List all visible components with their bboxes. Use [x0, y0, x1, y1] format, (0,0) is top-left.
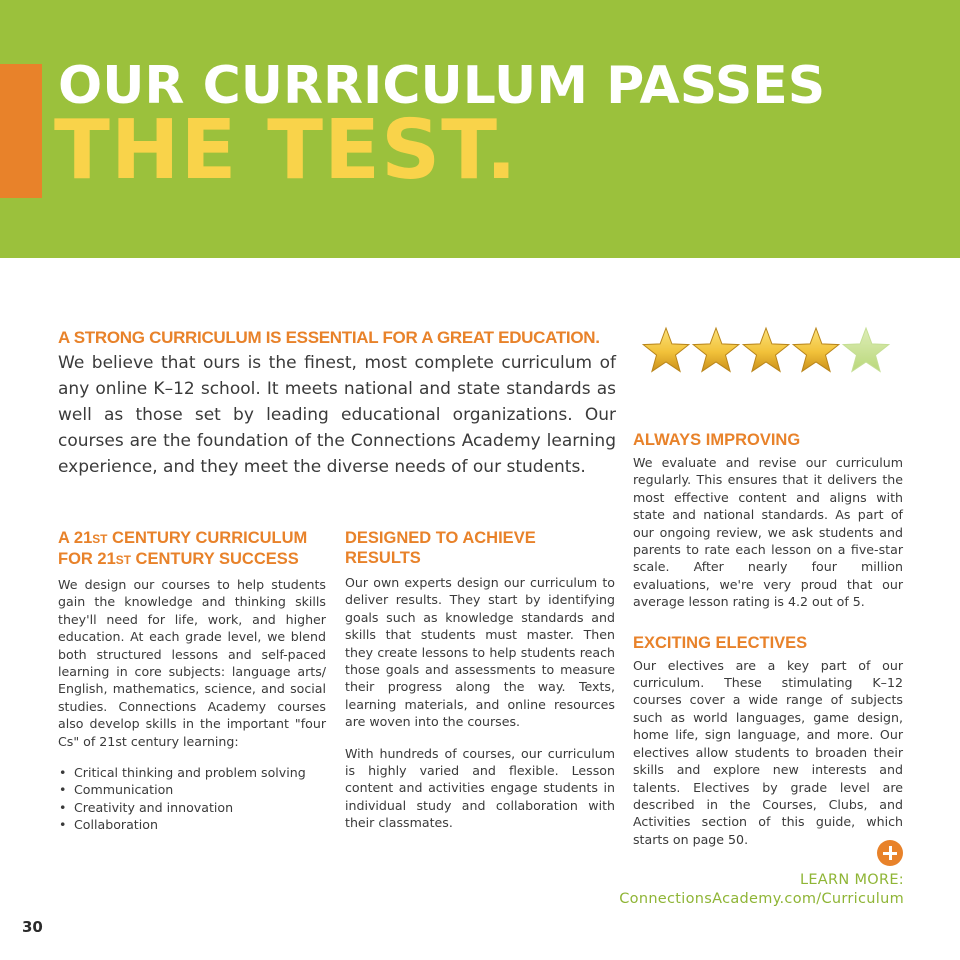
list-item: • Critical thinking and problem solving: [58, 764, 326, 781]
list-item: • Communication: [58, 781, 326, 798]
learn-more: [619, 871, 904, 909]
star-filled-icon: [743, 328, 789, 371]
designed-para2: With hundreds of courses, our curriculum is highly varied and flexible. Lesson content and activities engage students in individual study and collaboration with their classmates.: [345, 745, 615, 831]
star-filled-icon: [643, 328, 689, 371]
electives-body: Our electives are a key part of our curriculum. These stimulating K–12 courses cover a wide range of subjects such as world languages, game design, home life, sign language, and more. Our electives allow students to broaden their skills and explore new interests and talents. Electives by grade level are described in the Courses, Clubs, and Activities section of this guide, which starts on page 50.: [633, 657, 903, 847]
page-title-line2: THE TEST.: [54, 103, 518, 198]
intro-body: We believe that ours is the finest, most complete curriculum of any online K–12 school. It meets national and state standards as well as those set by leading educational organizations. Our courses are the foundation of the Connections Academy learning experience, and they meet the diverse needs of our students.: [58, 353, 616, 477]
designed-para1: Our own experts design our curriculum to deliver results. They start by identifying goals such as knowledge standards and skills that students must master. Then they create lessons to help students reach those goals and assessments to measure their progress along the way. Texts, learning materials, and online resources are woven into the courses.: [345, 575, 615, 730]
list-item: • Creativity and innovation: [58, 799, 326, 816]
accent-bar: [0, 64, 42, 198]
star-filled-icon: [793, 328, 839, 371]
page-number: 30: [22, 918, 43, 936]
column-improving: [633, 430, 903, 848]
column-designed: [345, 528, 615, 832]
curriculum-body: We design our courses to help students gain the knowledge and thinking skills they'll need for life, work, and higher education. At each grade level, we blend both structured lessons and self-paced learning in core subjects: language arts/ English, mathematics, science, and social studies. Connections Academy courses also develop skills in the important "four Cs" of 21st century learning:: [58, 577, 326, 749]
intro-heading: A STRONG CURRICULUM IS ESSENTIAL FOR A GREAT EDUCATION.: [58, 328, 600, 347]
plus-icon[interactable]: [877, 840, 903, 866]
star-partial-icon: [843, 328, 889, 371]
learn-more-link[interactable]: ConnectionsAcademy.com/Curriculum: [619, 891, 904, 907]
four-cs-list: [58, 764, 326, 834]
designed-heading: DESIGNED TO ACHIEVE RESULTS: [345, 529, 536, 567]
list-item: • Collaboration: [58, 816, 326, 833]
page-title-line1: OUR CURRICULUM PASSES: [58, 56, 826, 116]
column-curriculum: [58, 528, 326, 834]
electives-heading: EXCITING ELECTIVES: [633, 633, 808, 652]
star-filled-icon: [693, 328, 739, 371]
learn-more-label: LEARN MORE:: [799, 872, 904, 888]
star-rating: [642, 326, 894, 398]
curriculum-heading: A 21ST CENTURY CURRICULUM FOR 21ST CENTURY SUCCESS: [58, 529, 308, 568]
improving-heading: ALWAYS IMPROVING: [633, 431, 801, 449]
improving-body: We evaluate and revise our curriculum regularly. This ensures that it delivers the most effective content and aligns with state and national standards. As part of our ongoing review, we ask students and parents to rate each lesson on a five-star scale. After nearly four million evaluations, we're very proud that our average lesson rating is 4.2 out of 5.: [633, 455, 903, 610]
